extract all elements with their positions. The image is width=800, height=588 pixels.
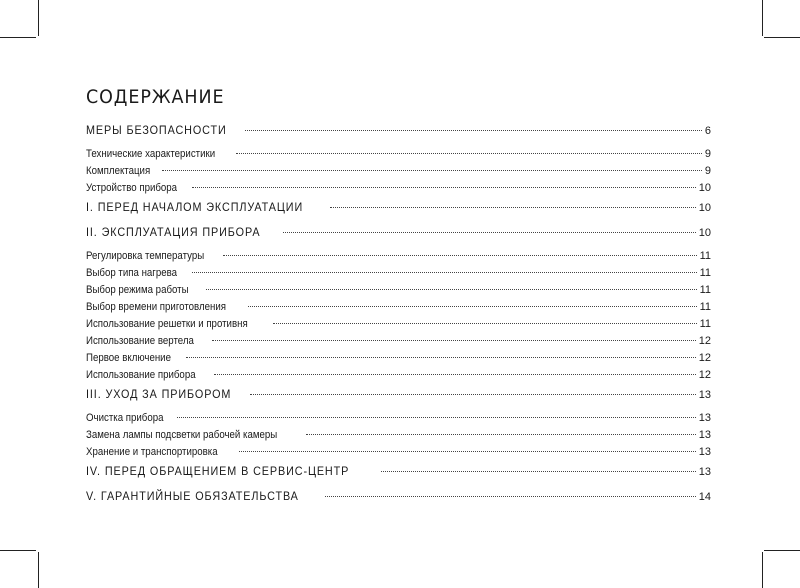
toc-leader-dots <box>330 207 696 208</box>
toc-entry-page: 9 <box>704 165 711 177</box>
toc-entry-page: 11 <box>699 284 711 296</box>
crop-mark-top-right-horizontal <box>764 37 800 38</box>
toc-leader-dots <box>214 374 696 375</box>
toc-entry[interactable] <box>86 265 711 282</box>
toc-leader-dots <box>245 130 702 131</box>
toc-entry-label: III. УХОД ЗА ПРИБОРОМ <box>86 387 232 401</box>
toc-entry[interactable] <box>86 146 711 163</box>
toc-leader-dots <box>192 272 696 273</box>
crop-mark-top-left-horizontal <box>0 37 36 38</box>
toc-entry-page: 10 <box>698 202 711 214</box>
toc-entry-label: I. ПЕРЕД НАЧАЛОМ ЭКСПЛУАТАЦИИ <box>86 200 304 214</box>
toc-entry-page: 9 <box>704 148 711 160</box>
toc-entry-page: 11 <box>699 250 711 262</box>
toc-entry-label: Использование вертела <box>86 335 194 347</box>
toc-entry-page: 11 <box>699 301 711 313</box>
toc-entry[interactable] <box>86 384 711 404</box>
toc-entry-label: Комплектация <box>86 165 151 177</box>
toc-entry-page: 6 <box>704 125 711 137</box>
crop-mark-bottom-left-horizontal <box>0 550 36 551</box>
toc-leader-dots <box>177 417 696 418</box>
crop-mark-bottom-right-vertical <box>762 552 763 588</box>
toc-entry-page: 10 <box>698 227 711 239</box>
toc-entry-page: 11 <box>699 267 711 279</box>
toc-leader-dots <box>306 434 695 435</box>
toc-entry[interactable] <box>86 180 711 197</box>
toc-entry-label: МЕРЫ БЕЗОПАСНОСТИ <box>86 123 227 137</box>
crop-mark-top-right-vertical <box>762 0 763 36</box>
toc-leader-dots <box>192 187 695 188</box>
toc-entry[interactable] <box>86 350 711 367</box>
toc-leader-dots <box>273 323 697 324</box>
toc-entry-label: II. ЭКСПЛУАТАЦИЯ ПРИБОРА <box>86 225 261 239</box>
toc-entry[interactable] <box>86 444 711 461</box>
toc-entry-page: 10 <box>698 182 711 194</box>
toc-entry[interactable] <box>86 316 711 333</box>
toc-entry-label: Использование прибора <box>86 369 196 381</box>
toc-entry[interactable] <box>86 120 711 140</box>
toc-entry-page: 13 <box>698 389 711 401</box>
toc-entry[interactable] <box>86 282 711 299</box>
toc-entry-label: Использование решетки и противня <box>86 318 248 330</box>
toc-leader-dots <box>206 289 697 290</box>
toc-entry[interactable] <box>86 222 711 242</box>
toc-leader-dots <box>325 496 695 497</box>
toc-entry-label: Выбор типа нагрева <box>86 267 178 279</box>
toc-entry-page: 13 <box>698 446 711 458</box>
toc-leader-dots <box>212 340 696 341</box>
crop-mark-bottom-right-horizontal <box>764 550 800 551</box>
toc-entry[interactable] <box>86 197 711 217</box>
toc-entry-label: Выбор режима работы <box>86 284 189 296</box>
toc-entry-label: Хранение и транспортировка <box>86 446 218 458</box>
toc-leader-dots <box>162 170 702 171</box>
table-of-contents-page <box>86 86 711 506</box>
toc-entry-page: 11 <box>699 318 711 330</box>
toc-entry-label: Замена лампы подсветки рабочей камеры <box>86 429 278 441</box>
toc-leader-dots <box>236 153 702 154</box>
toc-entry-label: Первое включение <box>86 352 171 364</box>
toc-entry-label: Очистка прибора <box>86 412 164 424</box>
toc-leader-dots <box>250 394 695 395</box>
page-title: СОДЕРЖАНИЕ <box>86 86 225 108</box>
toc-entry[interactable] <box>86 248 711 265</box>
crop-mark-bottom-left-vertical <box>38 552 39 588</box>
toc-entry-label: Устройство прибора <box>86 182 178 194</box>
toc-entry-label: Технические характеристики <box>86 148 216 160</box>
toc-entry-label: IV. ПЕРЕД ОБРАЩЕНИЕМ В СЕРВИС-ЦЕНТР <box>86 464 350 478</box>
toc-entry-page: 12 <box>698 352 711 364</box>
toc-entry-page: 13 <box>698 412 711 424</box>
toc-leader-dots <box>381 471 695 472</box>
toc-entry-label: V. ГАРАНТИЙНЫЕ ОБЯЗАТЕЛЬСТВА <box>86 489 299 503</box>
toc-leader-dots <box>283 232 696 233</box>
toc-leader-dots <box>239 451 696 452</box>
toc-entry[interactable] <box>86 461 711 481</box>
toc-leader-dots <box>248 306 697 307</box>
toc-leader-dots <box>186 357 696 358</box>
toc-leader-dots <box>223 255 696 256</box>
toc-entry[interactable] <box>86 427 711 444</box>
toc-entry[interactable] <box>86 367 711 384</box>
toc-entry-label: Регулировка температуры <box>86 250 205 262</box>
toc-entry-page: 12 <box>698 335 711 347</box>
toc-entry-page: 13 <box>698 466 711 478</box>
toc-entry[interactable] <box>86 410 711 427</box>
crop-mark-top-left-vertical <box>38 0 39 36</box>
toc-entry-page: 14 <box>698 491 711 503</box>
toc-entry[interactable] <box>86 333 711 350</box>
toc-entry-page: 12 <box>698 369 711 381</box>
toc-entry-label: Выбор времени приготовления <box>86 301 226 313</box>
toc-entry[interactable] <box>86 163 711 180</box>
toc-entry[interactable] <box>86 299 711 316</box>
toc-entry[interactable] <box>86 486 711 506</box>
toc-entry-page: 13 <box>698 429 711 441</box>
toc-list <box>86 120 711 506</box>
